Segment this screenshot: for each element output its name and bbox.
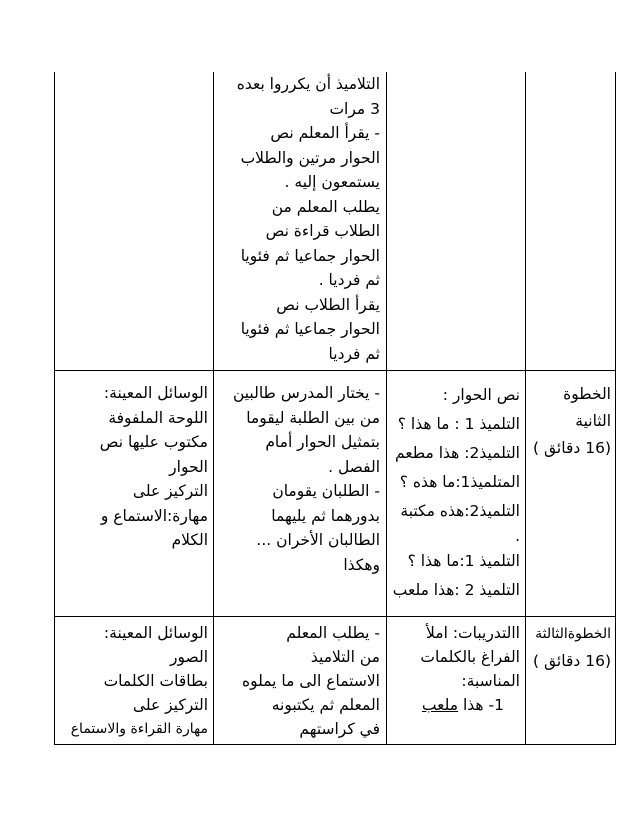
text-line: 3 مرات (329, 99, 380, 118)
text-line: االتدريبات: املأ (426, 624, 520, 642)
text-line: وهكذا (343, 555, 380, 574)
exercise-line (390, 693, 520, 717)
text-line: المناسبة: (461, 672, 520, 690)
text-line: الكلام (171, 531, 208, 549)
text-line: الحوار مرتين والطلاب (240, 148, 380, 167)
text-line: التلميذ 1:ما هذا ؟ (407, 552, 520, 570)
text-line: مكتوب عليها نص (99, 433, 208, 451)
text-line: ثم فرديا (328, 344, 380, 363)
text-line: مهارة القراءة والاستماع (70, 721, 208, 737)
text-line: الفراغ بالكلمات (420, 648, 520, 666)
text-line: الطلاب قراءة نص (265, 222, 380, 240)
text-line: الخطوةالثالثة (535, 626, 611, 642)
text-line: المتلميذ1:ما هذه ؟ (399, 473, 520, 491)
text-line: الحوار جماعيا ثم فئويا (240, 246, 380, 265)
column-divider-content-step (525, 72, 526, 745)
text-line: بتمثيل الحوار أمام (265, 433, 380, 451)
text-line: - يطلب المعلم (286, 624, 380, 642)
text-line: يقرأ الطلاب نص (276, 295, 380, 314)
row3-aids-cell (58, 621, 208, 741)
table-border-bottom (54, 744, 616, 745)
text-line: الخطوة (563, 385, 611, 403)
row-divider-1 (54, 370, 616, 371)
text-line: التلميذ 2 :هذا ملعب (392, 581, 520, 599)
row-divider-2 (54, 616, 616, 617)
text-line: - يقرأ المعلم نص (270, 124, 380, 142)
text-line: من التلاميذ (310, 648, 380, 666)
text-line: الوسائل المعينة: (103, 384, 208, 402)
text-line: نص الحوار : (442, 386, 520, 404)
row2-content-cell (390, 381, 520, 605)
text-line: الطالبان الأخران ... (256, 531, 380, 549)
row3-step-cell (528, 621, 611, 675)
text-line: الثانية (575, 412, 611, 430)
text-line: الفصل . (328, 457, 380, 476)
text-line: التركيز على (132, 482, 208, 500)
text-line: بدورهما ثم يليهما (271, 506, 380, 525)
text-line: بطاقات الكلمات (103, 672, 208, 690)
text-line: المعلم ثم يكتبونه (271, 696, 380, 714)
text-line: التلاميذ أن يكرروا بعده (236, 75, 380, 93)
text-line: التركيز على (132, 696, 208, 714)
table-border-right (615, 72, 616, 745)
column-divider-procedures-content (386, 72, 387, 745)
row3-procedures-cell (218, 621, 380, 741)
row2-procedures-cell (218, 381, 380, 577)
table-border-left (54, 72, 55, 745)
text-line: اللوحة الملفوفة (108, 408, 208, 427)
text-line: ثم فرديا . (318, 271, 380, 289)
text-line: - الطلبان يقومان (272, 482, 380, 500)
row3-content-cell (390, 621, 520, 717)
row2-step-cell (528, 381, 611, 462)
row1-procedures-cell (218, 72, 380, 366)
text-line: الحوار (169, 457, 208, 476)
text-line: التلميذ 1 : ما هذا ؟ (397, 415, 520, 433)
column-divider-aids-procedures (213, 72, 214, 745)
text-line: . (515, 527, 520, 545)
text-line: التلميذ2: هذا مطعم (394, 444, 520, 462)
text-line: يطلب المعلم من (271, 197, 380, 216)
text-line: الصور (170, 648, 208, 666)
text-line: الاستماع الى ما يملوه (241, 672, 380, 690)
text-line: مهارة:الاستماع و (100, 506, 208, 525)
text-line: الوسائل المعينة: (103, 624, 208, 642)
text-line: (16 دقائق ) (533, 652, 611, 670)
text-line: الحوار جماعيا ثم فئويا (240, 320, 380, 338)
text-line: التلميذ2:هذه مكتبة (400, 502, 520, 520)
text-line: يستمعون إليه . (284, 173, 380, 191)
text-line: (16 دقائق ) (533, 439, 611, 457)
text-line: - يختار المدرس طالبين (232, 384, 380, 402)
text-line: من بين الطلبة ليقوما (246, 408, 380, 427)
exercise-prefix: 1- هذا (462, 696, 504, 714)
row2-aids-cell (58, 381, 208, 553)
text-line: في كراستهم (299, 720, 380, 738)
exercise-answer: ملعب (421, 696, 459, 714)
